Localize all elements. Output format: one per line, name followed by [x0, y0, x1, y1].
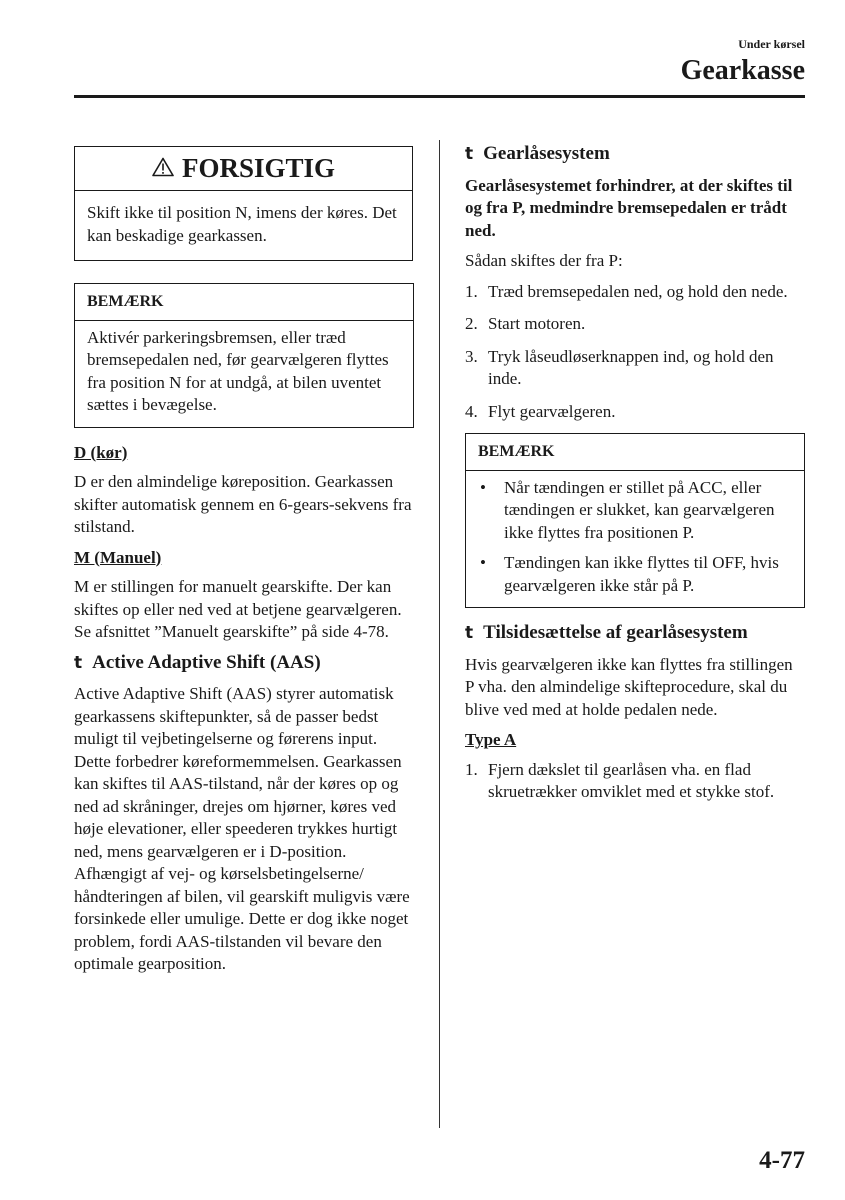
- caution-title-bar: [75, 147, 412, 191]
- list-item: [478, 552, 792, 597]
- step-number: 1.: [465, 759, 478, 779]
- warning-triangle-icon: [152, 157, 174, 180]
- gear-lock-steps: [465, 281, 805, 424]
- bullet-text: Tændingen kan ikke flyttes til OFF, hvis gearvælgeren ikke står på P.: [504, 553, 779, 595]
- step-text: Fjern dækslet til gearlåsen vha. en flad skruetrækker omviklet med et stykke stof.: [488, 759, 775, 801]
- d-drive-heading: D (kør): [74, 442, 128, 462]
- list-item: [465, 401, 805, 424]
- gear-lock-section-heading: [465, 143, 805, 166]
- section-marker-icon: t: [465, 144, 474, 164]
- caution-title: FORSIGTIG: [181, 153, 336, 184]
- override-heading-text: Tilsidesættelse af gearlåsesystem: [483, 622, 748, 643]
- note-title: BEMÆRK: [466, 434, 804, 471]
- note-bullet-list: [478, 477, 792, 598]
- m-manual-text: M er stillingen for manuelt gearskifte. Der kan skiftes op eller ned ved at betjene gearvælgeren.: [74, 577, 402, 619]
- header-rule: [74, 95, 805, 98]
- step-text: Start motoren.: [488, 314, 586, 333]
- gear-lock-intro: Sådan skiftes der fra P:: [465, 251, 623, 270]
- override-section-heading: [465, 622, 805, 645]
- step-number: 4.: [465, 401, 478, 421]
- type-a-heading: Type A: [465, 730, 517, 749]
- column-divider: [439, 140, 440, 1128]
- step-number: 1.: [465, 281, 478, 301]
- gear-lock-bold-text: Gearlåsesystemet forhindrer, at der skiftes til og fra P, medmindre bremsepedalen er trådt ned.: [465, 175, 793, 240]
- override-text: Hvis gearvælgeren ikke kan flyttes fra stillingen P vha. den almindelige skifteprocedure, skal du blive ved med at holde pedalen nede.: [465, 654, 793, 719]
- d-drive-text: D er den almindelige køreposition. Gearkassen skifter automatisk gennem en 6-gears-sekvens fra stilstand.: [74, 472, 412, 536]
- step-number: 3.: [465, 346, 478, 366]
- bullet-icon: •: [480, 553, 486, 572]
- left-column: [74, 146, 414, 984]
- list-item: [465, 346, 805, 391]
- gear-lock-heading-text: Gearlåsesystem: [483, 143, 610, 164]
- list-item: [465, 759, 805, 804]
- aas-heading-text: Active Adaptive Shift (AAS): [92, 651, 321, 673]
- step-text: Flyt gearvælgeren.: [488, 401, 616, 421]
- m-manual-heading: M (Manuel): [74, 547, 162, 567]
- aas-section-heading: [74, 652, 414, 675]
- caution-text: Skift ikke til position N, imens der køres. Det kan beskadige gearkassen.: [87, 203, 397, 245]
- aas-text-2: Afhængigt af vej- og kørselsbetingelserne/ håndteringen af bilen, vil gearskift muligvis være forsinkede eller umulige. Dette er dog ikke noget problem, fordi AAS-tilstanden vil bevare den optimale gearposition.: [74, 864, 410, 973]
- list-item: [465, 281, 805, 304]
- step-number: 2.: [465, 314, 478, 333]
- section-marker-icon: t: [74, 652, 83, 673]
- bullet-icon: •: [480, 477, 486, 497]
- list-item: [465, 313, 805, 336]
- note-title: BEMÆRK: [75, 284, 413, 321]
- m-manual-reference: Se afsnittet ”Manuelt gearskifte” på side 4-78.: [74, 622, 389, 641]
- bullet-text: Når tændingen er stillet på ACC, eller tændingen er slukket, kan gearvælgeren ikke flyttes fra positionen P.: [504, 477, 775, 542]
- note-box-left: [74, 283, 414, 428]
- step-text: Tryk låseudløserknappen ind, og hold den inde.: [488, 346, 774, 388]
- note-box-right: [465, 433, 805, 608]
- note-text: Aktivér parkeringsbremsen, eller træd bremsepedalen ned, før gearvælgeren flyttes fra position N for at undgå, at bilen uventet sættes i bevægelse.: [87, 327, 389, 414]
- page-number: 4-77: [759, 1147, 805, 1174]
- page-title: Gearkasse: [680, 55, 805, 86]
- step-text: Træd bremsepedalen ned, og hold den nede.: [488, 281, 788, 301]
- aas-text-1: Active Adaptive Shift (AAS) styrer automatisk gearkassens skiftepunkter, så de passer bedst muligt til vejbetingelserne og førerens input. Dette forbedrer køreformemmelsen. Gearkassen kan skiftes til AAS-tilstand, når der køres op og ned ad skråninger, drejes om hjørner, køres ved høje elevationer, eller speederen trykkes hurtigt ned, mens gearvælgeren er i D-position.: [74, 684, 402, 861]
- caution-box: [74, 146, 413, 261]
- section-marker-icon: t: [465, 623, 474, 643]
- header-section-label: Under kørsel: [738, 37, 805, 51]
- right-column: [465, 139, 805, 814]
- list-item: [478, 477, 792, 545]
- note-body: [466, 471, 804, 608]
- type-a-steps: [465, 759, 805, 804]
